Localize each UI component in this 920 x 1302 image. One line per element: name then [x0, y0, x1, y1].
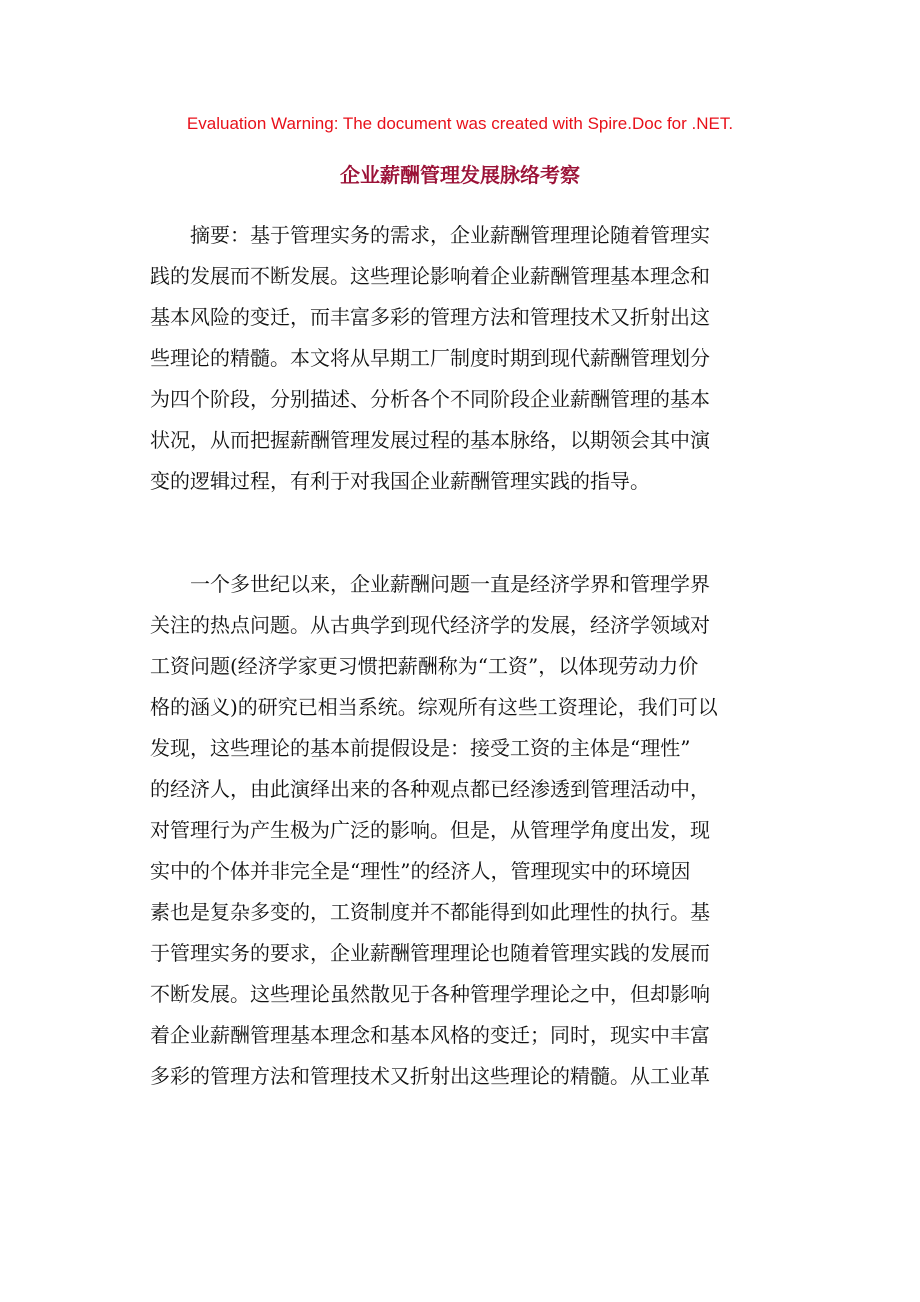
abstract-line: 状况，从而把握薪酬管理发展过程的基本脉络，以期领会其中演 [150, 428, 710, 452]
body-line: 实中的个体并非完全是“理性”的经济人，管理现实中的环境因 [150, 859, 691, 883]
abstract-paragraph [150, 215, 780, 502]
body-line: 工资问题(经济学家更习惯把薪酬称为“工资”，以体现劳动力价 [150, 654, 699, 678]
body-line: 素也是复杂多变的，工资制度并不都能得到如此理性的执行。基 [150, 900, 710, 924]
body-line: 不断发展。这些理论虽然散见于各种管理学理论之中，但却影响 [150, 982, 710, 1006]
abstract-line: 摘要：基于管理实务的需求，企业薪酬管理理论随着管理实 [190, 223, 710, 247]
body-line: 多彩的管理方法和管理技术又折射出这些理论的精髓。从工业革 [150, 1064, 710, 1088]
body-line: 发现，这些理论的基本前提假设是：接受工资的主体是“理性” [150, 736, 691, 760]
body-paragraph [150, 564, 780, 1097]
body-line: 一个多世纪以来，企业薪酬问题一直是经济学界和管理学界 [190, 572, 710, 596]
abstract-line: 基本风险的变迁，而丰富多彩的管理方法和管理技术又折射出这 [150, 305, 710, 329]
body-line: 关注的热点问题。从古典学到现代经济学的发展，经济学领域对 [150, 613, 710, 637]
body-line: 的经济人，由此演绎出来的各种观点都已经渗透到管理活动中， [150, 777, 710, 801]
body-line: 格的涵义)的研究已相当系统。综观所有这些工资理论，我们可以 [150, 695, 718, 719]
abstract-line: 些理论的精髓。本文将从早期工厂制度时期到现代薪酬管理划分 [150, 346, 710, 370]
abstract-line: 为四个阶段，分别描述、分析各个不同阶段企业薪酬管理的基本 [150, 387, 710, 411]
body-line: 于管理实务的要求，企业薪酬管理理论也随着管理实践的发展而 [150, 941, 710, 965]
document-title: 企业薪酬管理发展脉络考察 [340, 163, 580, 187]
body-line: 着企业薪酬管理基本理念和基本风格的变迁；同时，现实中丰富 [150, 1023, 710, 1047]
abstract-line: 践的发展而不断发展。这些理论影响着企业薪酬管理基本理念和 [150, 264, 710, 288]
abstract-line: 变的逻辑过程，有利于对我国企业薪酬管理实践的指导。 [150, 469, 650, 493]
evaluation-warning: Evaluation Warning: The document was created with Spire.Doc for .NET. [186, 114, 734, 133]
body-line: 对管理行为产生极为广泛的影响。但是，从管理学角度出发，现 [150, 818, 710, 842]
